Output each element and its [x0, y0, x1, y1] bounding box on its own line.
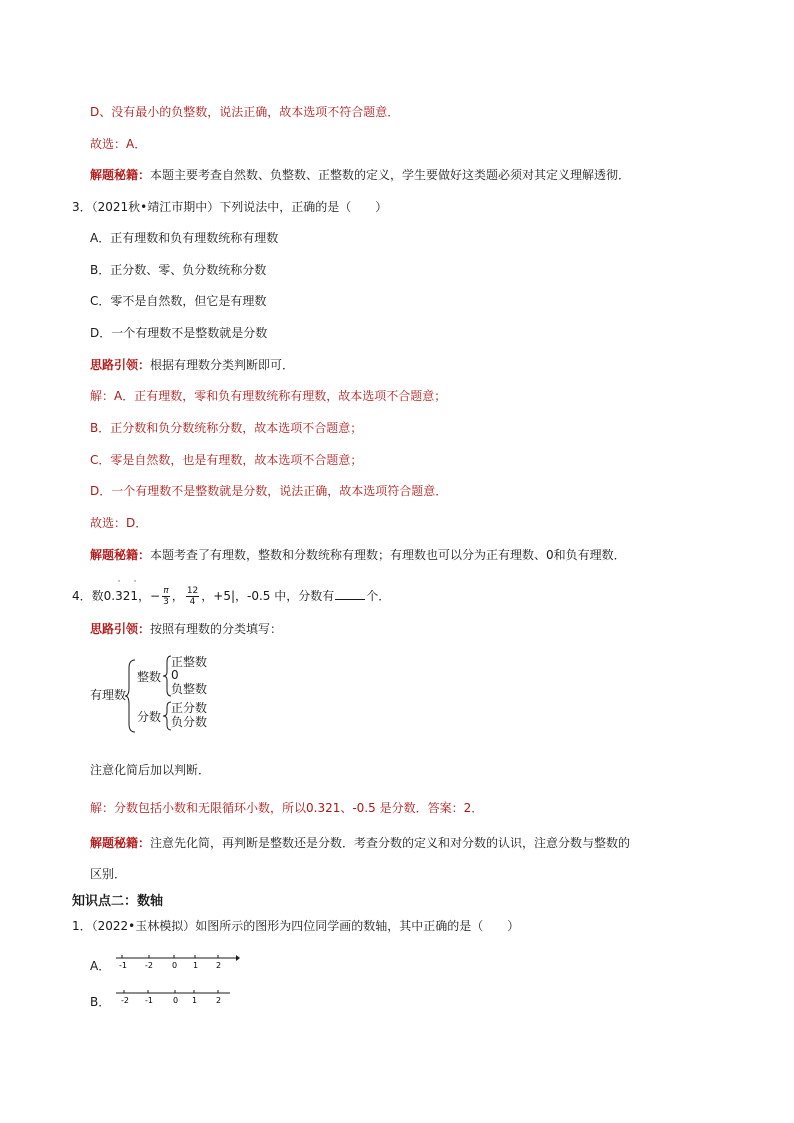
- s2-option-a-label: A．: [90, 959, 111, 973]
- tree-negative-fraction: 负分数: [171, 715, 208, 729]
- pi-fraction: $\frac{\pi}{3}$: [163, 586, 169, 607]
- q3-answer: 故选：D．: [90, 516, 148, 530]
- q3-solution-a: [90, 388, 446, 404]
- separator: ，−: [138, 589, 161, 603]
- tree-negative-integer: 负整数: [171, 682, 208, 696]
- arrow-icon: [236, 955, 240, 961]
- secret-text: 本题主要考查自然数、负整数、正整数的定义，学生要做好这类题必须对其定义理解透彻．: [150, 168, 631, 182]
- solution-prefix: 解：: [90, 389, 115, 403]
- tree-integer: 整数: [137, 670, 162, 684]
- separator: ，: [171, 589, 184, 603]
- secret-label: 解题秘籍：: [90, 168, 151, 182]
- hint-text: 根据有理数分类判断即可．: [150, 358, 295, 372]
- tree-fraction: 分数: [137, 710, 162, 724]
- q3-option-c: C．零不是自然数，但它是有理数: [90, 294, 267, 308]
- q4-solution: 解：分数包括小数和无限循环小数，所以0.321、-0.5 是分数．答案：2．: [90, 801, 484, 815]
- secret-line: [90, 167, 630, 183]
- tick-label: 0: [173, 996, 179, 1005]
- section-title: 知识点二：数轴: [72, 894, 164, 909]
- solution-line: A．正有理数，零和负有理数统称有理数，故本选项不合题意；: [114, 389, 447, 403]
- q3-solution-d: D．一个有理数不是整数就是分数，说法正确，故本选项符合题意．: [90, 484, 448, 498]
- hint-label: 思路引领：: [90, 358, 151, 372]
- q3-solution-b: B．正分数和负分数统称分数，故本选项不合题意；: [90, 421, 363, 435]
- hint-text: 按照有理数的分类填写：: [150, 622, 283, 636]
- twelve-fourths: $\frac{12}{4}$: [186, 586, 199, 607]
- q3-option-b: B．正分数、零、负分数统称分数: [90, 263, 267, 277]
- hint-label: 思路引领：: [90, 622, 151, 636]
- answer-line: 故选：A．: [90, 137, 147, 151]
- stem-end: 个．: [366, 589, 391, 603]
- q3-stem: 3．（2021秋•靖江市期中）下列说法中，正确的是（ ）: [72, 200, 388, 214]
- secret-label: 解题秘籍：: [90, 836, 151, 850]
- stem-rest: ，+5|，-0.5 中，分数有: [201, 589, 335, 603]
- tick-label: -1: [119, 961, 127, 970]
- s2-option-b-label: B．: [90, 995, 111, 1009]
- q3-secret: [90, 547, 626, 563]
- number-line-b: [112, 986, 242, 1008]
- s2-q1-stem: 1．（2022•玉林模拟）如图所示的图形为四位同学画的数轴，其中正确的是（ ）: [72, 919, 520, 933]
- tick-label: -2: [121, 996, 129, 1005]
- q4-secret: [90, 835, 630, 851]
- tree-positive-fraction: 正分数: [171, 701, 208, 715]
- tick-label: 1: [192, 996, 198, 1005]
- q3-option-d: D．一个有理数不是整数就是分数: [90, 326, 268, 340]
- tree-zero: 0: [171, 668, 179, 682]
- number-line-a: [112, 950, 242, 972]
- secret-text: 注意先化简，再判断是整数还是分数．考查分数的定义和对分数的认识，注意分数与整数的: [150, 836, 631, 850]
- tree-positive-integer: 正整数: [171, 655, 208, 669]
- tick-label: 1: [193, 961, 199, 970]
- q4-stem: [72, 577, 391, 608]
- tick-label: 0: [172, 961, 178, 970]
- q3-option-a: A．正有理数和负有理数统称有理数: [90, 231, 279, 245]
- secret-label: 解题秘籍：: [90, 548, 151, 562]
- tree-root: 有理数: [90, 688, 127, 702]
- q3-solution-c: C．零是自然数，也是有理数，故本选项不合题意；: [90, 453, 363, 467]
- answer-blank[interactable]: [335, 588, 365, 600]
- q4-hint: [90, 621, 282, 637]
- q4-note: 注意化简后加以判断．: [90, 763, 211, 777]
- tick-label: -2: [145, 961, 153, 970]
- q4-secret-cont: 区别．: [90, 867, 127, 881]
- secret-text: 本题考查了有理数，整数和分数统称有理数；有理数也可以分为正有理数、0和负有理数．: [150, 548, 626, 562]
- tick-label: 2: [216, 961, 222, 970]
- tick-label: -1: [145, 996, 153, 1005]
- option-d-explanation: D、没有最小的负整数，说法正确，故本选项不符合题意．: [90, 105, 400, 119]
- tick-label: 2: [216, 996, 222, 1005]
- stem-prefix: 4．数: [72, 589, 104, 603]
- repeating-decimal: 0.321 · ·: [103, 577, 138, 603]
- q3-hint: [90, 357, 294, 373]
